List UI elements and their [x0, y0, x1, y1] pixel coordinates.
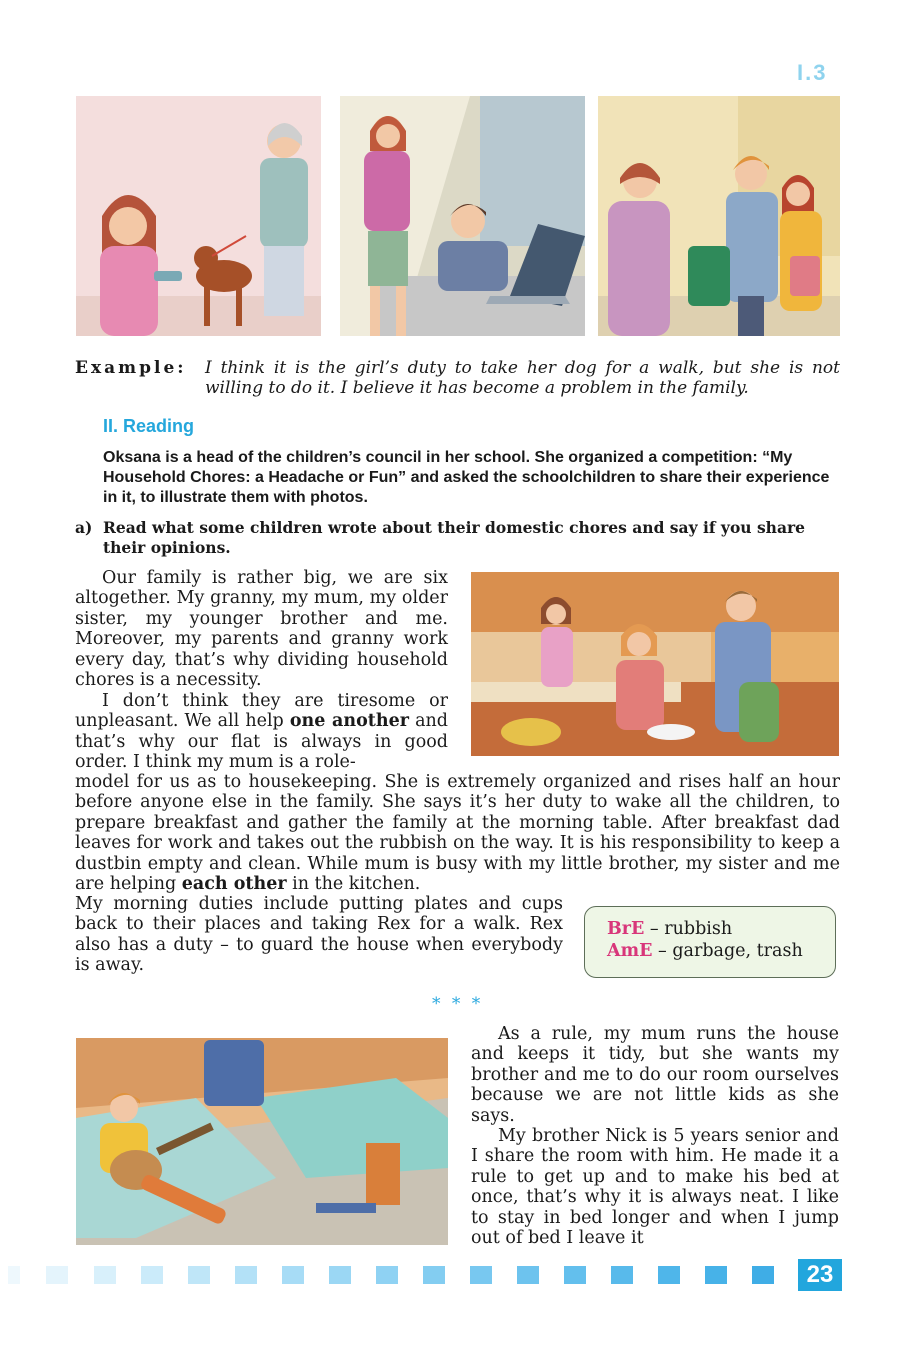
section-title: II. Reading: [103, 416, 195, 436]
note-ame-line: [607, 940, 835, 962]
example-text: I think it is the girl’s duty to take her dog for a walk, but she is not willing to do it. I believe it has become a problem in the family.: [205, 358, 840, 398]
illustration-mother-and-boy-laptop: [340, 96, 585, 336]
illustration-family-shopping: [598, 96, 840, 336]
task-text: Read what some children wrote about their domestic chores and say if you share their opinions.: [103, 518, 806, 557]
note-ame-label: AmE: [607, 941, 653, 961]
illustration-kitchen-family: [471, 572, 839, 756]
text1-p3-phrase: each other: [181, 874, 287, 895]
text1-p3-end: in the kitchen.: [286, 874, 421, 895]
text1-p3-start: model for us as to housekeeping. She is extremely organized and rises half an hour before anyone else in the family. She says it’s her duty to wake all the children, to prepare breakfast and gather the family at the morning table. After breakfast dad leaves for work and takes out the rubbish on the way. It is his responsibility to keep a dustbin empty and clean. While mum is busy with my little brother, my sister and me are helping: [75, 772, 840, 895]
task-instruction: [75, 518, 840, 558]
text1-paragraph-2: [75, 691, 448, 773]
text1-paragraph-4: My morning duties include putting plates and cups back to their places and taking Rex for a walk. Rex also has a duty – to guard the house when everybody is away.: [75, 894, 563, 976]
section-intro: Oksana is a head of the children’s council in her school. She organized a competition: “My Household Chores: a Headache or Fun” and asked the schoolchildren to share their experience in it, to illustrate them with photos.: [103, 449, 830, 506]
task-marker: a): [75, 518, 93, 537]
text1-paragraph-1: Our family is rather big, we are six altogether. My granny, my mum, my older sister, my younger brother and me. Moreover, my parents and granny work every day, that’s why dividing household chores is a necessity.: [75, 568, 448, 691]
note-bre-label: BrE: [607, 919, 645, 939]
text2-paragraph-1: As a rule, my mum runs the house and keeps it tidy, but she wants my brother and me to do our room ourselves because we are not little kids as she says.: [471, 1024, 839, 1126]
unit-marker: I.3: [797, 60, 828, 85]
illustration-bedroom-guitar: [76, 1038, 448, 1245]
text1-p2-phrase: one another: [289, 711, 409, 732]
section-divider: * * *: [432, 994, 484, 1014]
example-block: [75, 358, 840, 398]
page-number: 23: [798, 1259, 842, 1291]
text1-p2-end: and that’s why our flat is always in good order. I think my mum is a role-: [75, 711, 448, 773]
footer-decorative-strip: [0, 1262, 918, 1288]
note-bre-line: [607, 918, 835, 940]
text1-paragraph-3: [75, 772, 840, 894]
example-label: Example:: [75, 358, 187, 378]
note-bre-text: – rubbish: [644, 919, 733, 939]
note-ame-text: – garbage, trash: [652, 941, 803, 961]
text1-p2-start: I don’t think they are tiresome or unpleasant. We all help: [75, 691, 448, 732]
illustration-girl-and-granny: [76, 96, 321, 336]
text2-paragraph-2: My brother Nick is 5 years senior and I share the room with him. He made it a rule to get up and to make his bed at once, that’s why it is always neat. I like to stay in bed longer and when I jump out of bed I leave it: [471, 1126, 839, 1249]
vocabulary-note: [584, 906, 836, 978]
